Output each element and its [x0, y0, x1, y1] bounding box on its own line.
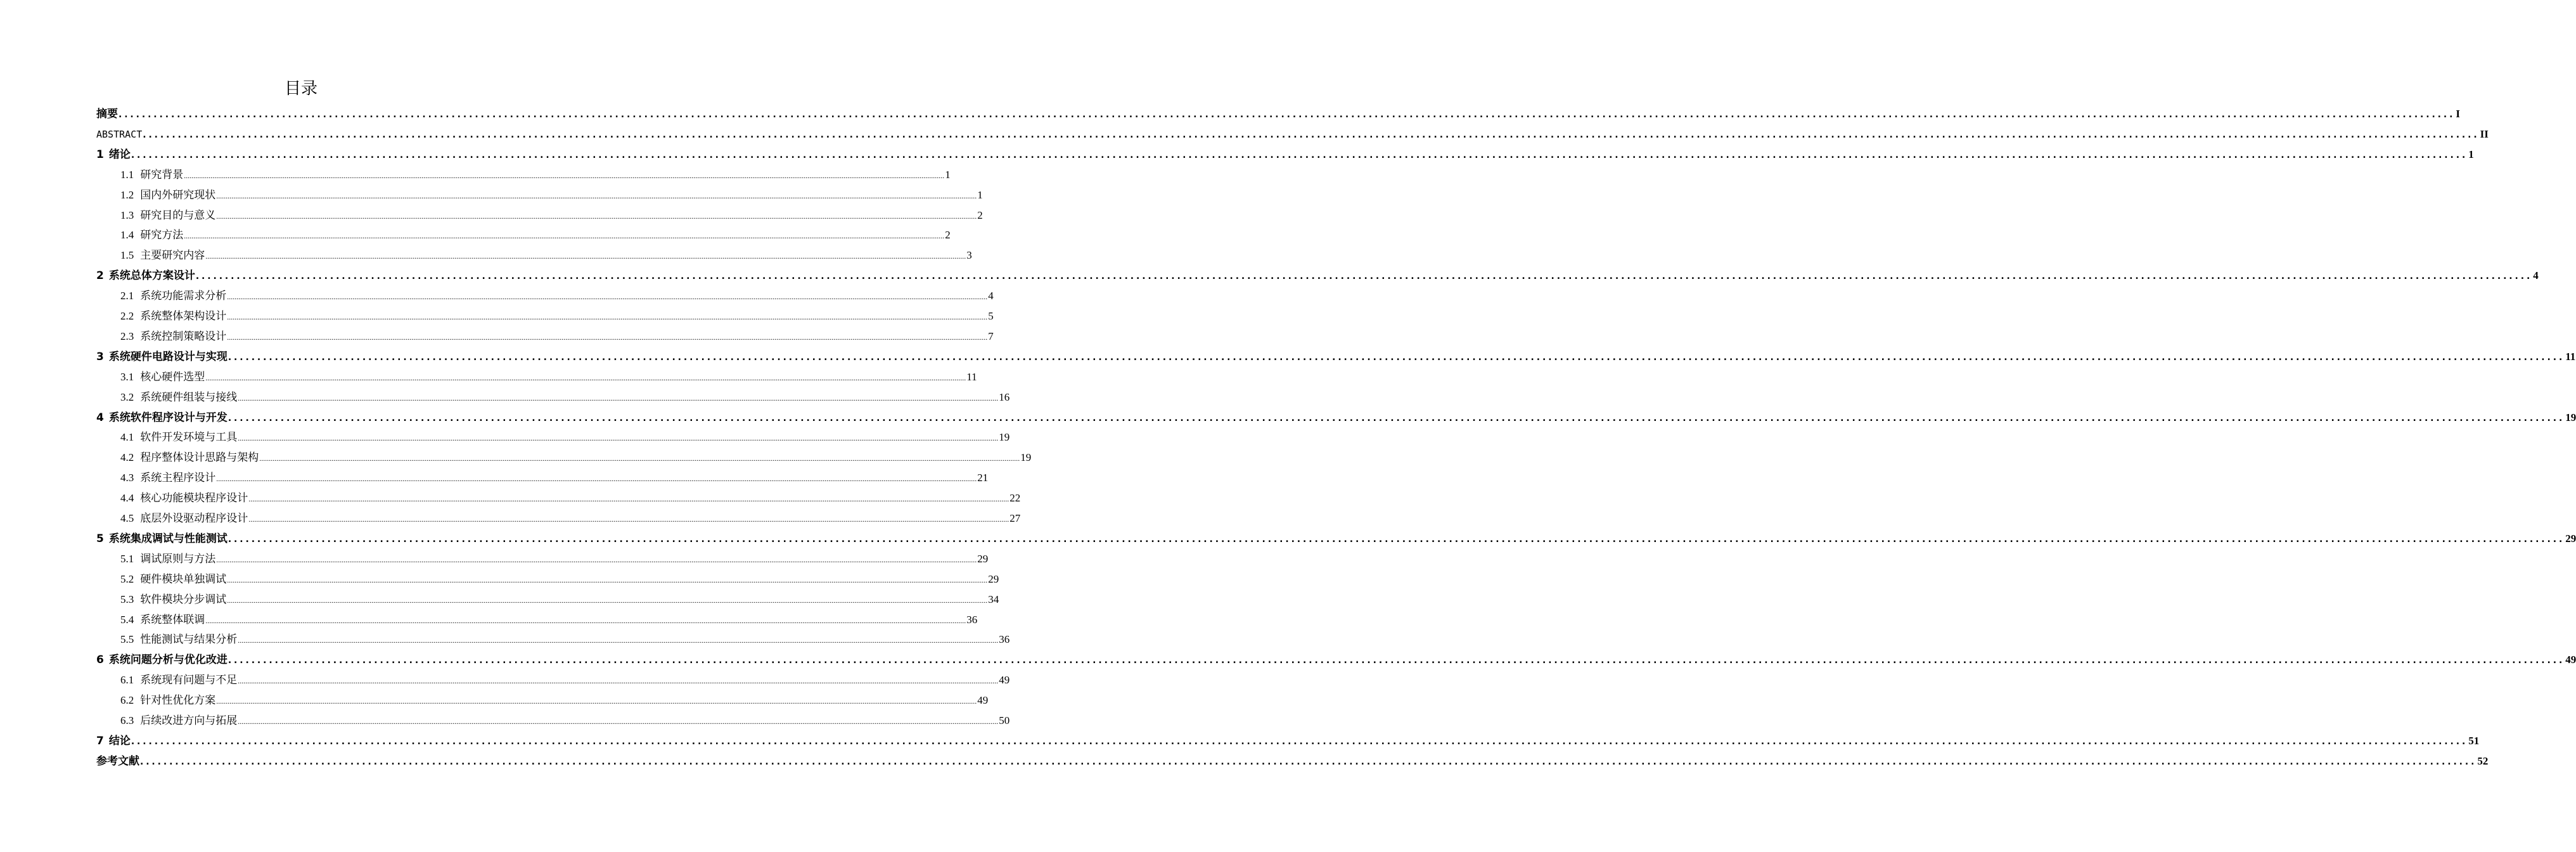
toc-entry[interactable]: [120, 246, 972, 265]
toc-entry-page-number: 1: [977, 188, 983, 201]
toc-entry[interactable]: [120, 226, 951, 245]
dot-leader: ................................................................................................................................................................................................................................................................................................................................................................................................................: [195, 271, 2533, 282]
toc-entry-number: 5.5: [120, 633, 134, 646]
dot-leader: ................................................................................................................................................................................................................................................................................................................................................................................................................: [140, 756, 2477, 767]
dot-leader: ................................................................................................................................................................................................................................................................................................................................................................................................................: [227, 352, 2565, 363]
toc-entry-label: 结论: [108, 734, 131, 747]
toc-entry-label: 主要研究内容: [140, 249, 205, 262]
toc-entry-label: 研究背景: [140, 168, 184, 181]
dot-leader: ................................................................................................................................................................................................................................................................................................................................................................................................................: [227, 332, 988, 342]
toc-entry[interactable]: [120, 468, 989, 487]
toc-entry-label: 软件模块分步调试: [140, 593, 227, 605]
toc-entry[interactable]: [96, 752, 2489, 771]
toc-entry-page-number: I: [2456, 108, 2460, 120]
toc-title: 目录: [284, 79, 317, 98]
toc-entry[interactable]: [96, 347, 2576, 366]
dot-leader: ................................................................................................................................................................................................................................................................................................................................................................................................................: [238, 676, 999, 686]
toc-entry-label: 系统问题分析与优化改进: [108, 654, 227, 667]
toc-entry-number: 6.3: [120, 714, 134, 726]
toc-entry[interactable]: [120, 368, 977, 387]
toc-entry-label: 程序整体设计思路与架构: [140, 451, 259, 464]
dot-leader: ................................................................................................................................................................................................................................................................................................................................................................................................................: [143, 129, 2480, 140]
toc-entry-page-number: 4: [2533, 269, 2539, 282]
dot-leader: ................................................................................................................................................................................................................................................................................................................................................................................................................: [131, 150, 2468, 160]
toc-entry[interactable]: [96, 650, 2576, 669]
toc-entry-label: 研究方法: [140, 229, 184, 242]
toc-entry-page-number: 34: [988, 593, 999, 605]
dot-leader: ................................................................................................................................................................................................................................................................................................................................................................................................................: [184, 231, 945, 241]
toc-entry-page-number: II: [2480, 127, 2489, 140]
toc-entry-page-number: 11: [2565, 350, 2576, 363]
dot-leader: ................................................................................................................................................................................................................................................................................................................................................................................................................: [184, 171, 945, 180]
toc-entry[interactable]: [120, 448, 1032, 467]
toc-entry-label: 核心功能模块程序设计: [140, 492, 248, 505]
toc-entry[interactable]: [120, 206, 983, 225]
toc-entry-page-number: 27: [1009, 512, 1021, 524]
toc-entry[interactable]: [120, 388, 1010, 407]
dot-leader: ................................................................................................................................................................................................................................................................................................................................................................................................................: [216, 474, 977, 484]
toc-entry-number: 1.1: [120, 168, 134, 181]
dot-leader: ................................................................................................................................................................................................................................................................................................................................................................................................................: [248, 494, 1009, 504]
toc-entry-page-number: 11: [966, 370, 977, 383]
dot-leader: ................................................................................................................................................................................................................................................................................................................................................................................................................: [216, 191, 977, 200]
toc-entry-label: 核心硬件选型: [140, 370, 205, 383]
toc-entry-number: 4.1: [120, 431, 134, 444]
toc-entry-page-number: 49: [999, 674, 1010, 687]
toc-entry-label: 参考文献: [96, 754, 139, 768]
toc-entry-page-number: 1: [945, 168, 951, 181]
toc-entry-label: 系统软件程序设计与开发: [108, 411, 227, 424]
toc-entry-number: 5.3: [120, 593, 134, 605]
toc-entry-number: 6.1: [120, 674, 134, 687]
toc-entry-page-number: 2: [945, 229, 951, 242]
toc-entry-page-number: 52: [2477, 754, 2489, 767]
toc-entry[interactable]: [120, 590, 999, 609]
toc-entry-number: 1.5: [120, 249, 134, 262]
toc-entry[interactable]: [120, 165, 951, 184]
toc-entry-page-number: 29: [977, 552, 989, 565]
toc-entry-label: 系统控制策略设计: [140, 330, 227, 342]
toc-entry[interactable]: [120, 550, 989, 569]
dot-leader: ................................................................................................................................................................................................................................................................................................................................................................................................................: [227, 413, 2565, 423]
toc-entry-label: 软件开发环境与工具: [140, 431, 238, 444]
toc-entry-label: 硬件模块单独调试: [140, 572, 227, 585]
toc-entry-page-number: 1: [2468, 148, 2474, 160]
toc-entry-label: 系统集成调试与性能测试: [108, 532, 227, 545]
toc-entry-label: ABSTRACT: [96, 128, 143, 140]
toc-entry-label: 摘要: [96, 108, 118, 120]
toc-entry[interactable]: [120, 630, 1010, 649]
toc-entry-label: 性能测试与结果分析: [140, 633, 238, 646]
toc-entry-page-number: 2: [977, 209, 983, 221]
toc-entry-page-number: 19: [2565, 411, 2576, 423]
dot-leader: ................................................................................................................................................................................................................................................................................................................................................................................................................: [227, 595, 988, 605]
dot-leader: ................................................................................................................................................................................................................................................................................................................................................................................................................: [131, 736, 2468, 747]
dot-leader: ................................................................................................................................................................................................................................................................................................................................................................................................................: [227, 534, 2565, 545]
toc-entry-label: 绪论: [108, 148, 131, 161]
toc-entry[interactable]: [120, 186, 983, 205]
toc-entry-label: 系统功能需求分析: [140, 290, 227, 302]
toc-entry-page-number: 19: [999, 431, 1010, 444]
dot-leader: ................................................................................................................................................................................................................................................................................................................................................................................................................: [227, 575, 988, 584]
dot-leader: ................................................................................................................................................................................................................................................................................................................................................................................................................: [216, 211, 977, 221]
toc-entry[interactable]: [120, 307, 994, 326]
toc-entry[interactable]: [96, 529, 2576, 548]
toc-entry-number: 5.2: [120, 572, 134, 585]
toc-entry[interactable]: [120, 327, 994, 346]
toc-entry-page-number: 51: [2468, 734, 2480, 747]
toc-entry-number: 5: [96, 532, 104, 545]
toc-entry-number: 4.3: [120, 472, 134, 484]
toc-entry-number: 7: [96, 734, 104, 747]
toc-entry-label: 研究目的与意义: [140, 209, 216, 221]
dot-leader: ................................................................................................................................................................................................................................................................................................................................................................................................................: [227, 292, 988, 302]
toc-entry-number: 5.1: [120, 552, 134, 565]
dot-leader: ................................................................................................................................................................................................................................................................................................................................................................................................................: [227, 313, 988, 321]
toc-entry-number: 4: [96, 411, 104, 424]
toc-entry-number: 4.4: [120, 492, 134, 505]
toc-entry-number: 1: [96, 148, 104, 161]
toc-entry-number: 2: [96, 269, 104, 283]
toc-entry[interactable]: [96, 125, 2489, 144]
toc-entry[interactable]: [120, 711, 1010, 730]
toc-entry-page-number: 36: [966, 613, 978, 626]
toc-entry-label: 系统硬件组装与接线: [140, 390, 238, 403]
toc-entry-number: 5.4: [120, 613, 134, 626]
toc-entry-number: 3: [96, 350, 104, 363]
toc-entry-number: 2.3: [120, 330, 134, 342]
toc-entry-page-number: 49: [977, 694, 989, 707]
toc-entry-page-number: 49: [2565, 654, 2576, 666]
toc-entry[interactable]: [96, 105, 2460, 124]
toc-entry-label: 系统现有问题与不足: [140, 674, 238, 687]
dot-leader: ................................................................................................................................................................................................................................................................................................................................................................................................................: [238, 717, 999, 726]
toc-entry-label: 针对性优化方案: [140, 694, 216, 707]
toc-entry[interactable]: [120, 691, 989, 710]
toc-entry-number: 6.2: [120, 694, 134, 707]
toc-entry-page-number: 50: [999, 714, 1010, 726]
toc-entry[interactable]: [120, 489, 1021, 508]
toc-entry-number: 1.2: [120, 188, 134, 201]
dot-leader: ................................................................................................................................................................................................................................................................................................................................................................................................................: [216, 697, 977, 706]
toc-entry-label: 底层外设驱动程序设计: [140, 512, 248, 524]
toc-entry-label: 国内外研究现状: [140, 188, 216, 201]
dot-leader: ................................................................................................................................................................................................................................................................................................................................................................................................................: [216, 555, 977, 564]
dot-leader: ................................................................................................................................................................................................................................................................................................................................................................................................................: [119, 110, 2456, 120]
toc-entry-page-number: 29: [988, 572, 999, 585]
toc-entry[interactable]: [120, 671, 1010, 690]
toc-entry-number: 2.2: [120, 310, 134, 322]
toc-entry[interactable]: [120, 287, 994, 306]
toc-entry-label: 系统主程序设计: [140, 472, 216, 484]
toc-entry-page-number: 16: [999, 390, 1010, 403]
dot-leader: ................................................................................................................................................................................................................................................................................................................................................................................................................: [259, 454, 1020, 463]
toc-entry[interactable]: [96, 266, 2539, 285]
dot-leader: ................................................................................................................................................................................................................................................................................................................................................................................................................: [248, 515, 1009, 524]
dot-leader: ................................................................................................................................................................................................................................................................................................................................................................................................................: [238, 393, 999, 403]
toc-entry-page-number: 7: [988, 330, 994, 342]
toc-entry-label: 系统整体架构设计: [140, 310, 227, 322]
toc-entry-number: 4.5: [120, 512, 134, 524]
toc-entry-page-number: 5: [988, 310, 994, 322]
dot-leader: ................................................................................................................................................................................................................................................................................................................................................................................................................: [205, 252, 966, 261]
dot-leader: ................................................................................................................................................................................................................................................................................................................................................................................................................: [238, 636, 999, 645]
toc-entry-number: 2.1: [120, 290, 134, 302]
toc-entry-page-number: 3: [966, 249, 972, 262]
toc-entry[interactable]: [120, 610, 978, 629]
dot-leader: ................................................................................................................................................................................................................................................................................................................................................................................................................: [238, 434, 999, 443]
toc-entry[interactable]: [96, 145, 2474, 164]
toc-entry-number: 3.1: [120, 370, 134, 383]
toc-entry-number: 4.2: [120, 451, 134, 464]
toc-entry[interactable]: [120, 570, 999, 589]
toc-entry-page-number: 4: [988, 290, 994, 302]
dot-leader: ................................................................................................................................................................................................................................................................................................................................................................................................................: [227, 655, 2565, 666]
toc-entry-label: 系统总体方案设计: [108, 269, 195, 283]
toc-entry-page-number: 21: [977, 472, 989, 484]
toc-entry-number: 1.4: [120, 229, 134, 242]
toc-entry-label: 系统硬件电路设计与实现: [108, 350, 227, 363]
toc-entry[interactable]: [120, 428, 1010, 447]
dot-leader: ................................................................................................................................................................................................................................................................................................................................................................................................................: [205, 373, 966, 382]
toc-entry-label: 后续改进方向与拓展: [140, 714, 238, 726]
toc-entry-number: 3.2: [120, 390, 134, 403]
toc-entry[interactable]: [96, 732, 2480, 751]
toc-entry-page-number: 22: [1009, 492, 1021, 505]
toc-entry-number: 6: [96, 654, 104, 667]
toc-entry-page-number: 29: [2565, 532, 2576, 545]
toc-entry-page-number: 19: [1020, 451, 1032, 464]
dot-leader: ................................................................................................................................................................................................................................................................................................................................................................................................................: [205, 616, 966, 625]
toc-entry[interactable]: [120, 509, 1021, 528]
toc-entry-number: 1.3: [120, 209, 134, 221]
toc-entry-label: 调试原则与方法: [140, 552, 216, 565]
toc-entry-page-number: 36: [999, 633, 1010, 646]
toc-entry-label: 系统整体联调: [140, 613, 205, 626]
toc-entry[interactable]: [96, 408, 2576, 427]
